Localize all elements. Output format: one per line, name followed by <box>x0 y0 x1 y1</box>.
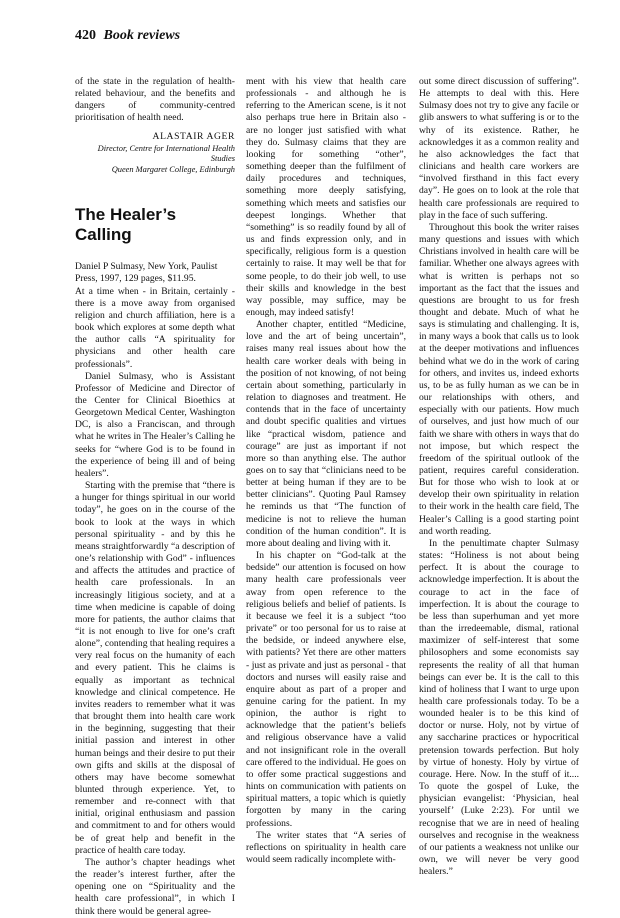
page-number: 420 <box>75 28 96 43</box>
body-paragraph-cont: ment with his view that health care professionals - and although he is referring to the American scene, is it not also perhaps true here in Britain also - are no longer just satisfied with what they do. Sulmasy claims that they are looking for something “other”, something deeper than the fulfilment of daily procedures and techniques, something more deeply satisfying, something which meets and satisfies our deepest longings. Whether that “something” is so readily found by all of us and finds expression only, and in specifically, religious form is a question certainly to raise. It may well be that for some people, to do their job well, to use their skills and knowledge in the best way possible, may suffice, may be enough, may indeed satisfy! <box>246 76 406 318</box>
column-3 <box>419 76 579 878</box>
body-paragraph: Daniel Sulmasy, who is Assistant Professor of Medicine and Director of the Center for Clinical Bioethics at Georgetown Medical Center, Washington DC, is also a Franciscan, and through what he writes in The Healer’s Calling he seeks for “where God is to be found in the experience of being ill and of being healers”. <box>75 370 235 479</box>
previous-review-affiliation <box>75 144 235 176</box>
previous-review-tail: of the state in the regulation of health-related behaviour, and the benefits and dangers of community-centred prioritisation of health need. <box>75 76 235 124</box>
body-paragraph: At a time when - in Britain, certainly - there is a move away from organised religion and church affiliation, here is a book which explores at some depth what the author calls “A spirituality for physicians and other health care professionals”. <box>75 285 235 370</box>
body-paragraph: Throughout this book the writer raises many questions and issues with which Christians involved in health care will be familiar. Whether one always agrees with what is written is perhaps not so important as the fact that the issues and questions are brought to us for fresh thought and debate. Much of what he says is stimulating and challenging. It is, in many ways a book that calls us to look at the deeper motivations and influences behind what we do in the work of caring for others, and invites us, indeed exhorts us, to be as fully human as we can be in our relationships with others, and especially with our patients. How much of ourselves, and just how much of our faith we share with others in ways that do not impose, but which respect the freedom of the spiritual outlook of the patient, requires careful consideration. But for those who wish to look at or develop their own spirituality in relation to their work in the health care field, The Healer’s Calling is a good starting point and worth reading. <box>419 221 579 537</box>
book-bibliographic-details: Daniel P Sulmasy, New York, Paulist Press, 1997, 129 pages, $11.95. <box>75 261 218 285</box>
body-paragraph: Starting with the premise that “there is a hunger for things spiritual in our world today”, he goes on in the course of the book to look at the ways in which personal spirituality - and by this he means straightforwardly “a description of one’s relationship with God” - influences and affects the attitudes and practice of health care professionals. In an increasingly litigious society, and at a time when medicine is capable of doing more for patients, the author claims that “it is not enough to live for one’s craft alone”, contending that healing requires a very real focus on the humanity of each and every patient. This he claims is equally as important as technical knowledge and clinical competence. He invites readers to remember what it was that brought them into health care work in the beginning, suggesting that their initial passion and interest in other human beings and their desire to put their own gifts and skills at the disposal of others may have become somewhat blunted through experience. Yet, to remember and re-connect with that initial, original enthusiasm and passion and commitment to and for others would be of great help and benefit in the practice of health care today. <box>75 480 235 856</box>
column-1 <box>75 76 235 918</box>
body-paragraph: In his chapter on “God-talk at the bedside” our attention is focused on how many health care professionals veer away from open reference to the religious beliefs and belief of patients. Is it because we feel it is a subject “too private” or too personal for us to raise at the bedside, or indeed anywhere else, with patients? Yet there are other matters - just as private and just as personal - that doctors and nurses will easily raise and enquire about as part of a proper and genuine caring for the patient. In my opinion, the author is right to acknowledge that the patient’s beliefs and religious observance have a valid and not insignificant role in the overall care offered to the individual. He goes on to offer some practical suggestions and hints on communication with patients on spiritual matters, a topic which is quietly forgotten by many in the caring professions. <box>246 550 406 829</box>
affiliation-line-1: Director, Centre for International Health Studies <box>97 143 235 164</box>
page-header <box>75 28 180 44</box>
body-paragraph-start: The writer states that “A series of reflections on spirituality in health care would seem radically incomplete with- <box>246 829 406 865</box>
column-2 <box>246 76 406 866</box>
section-title: Book reviews <box>103 28 181 43</box>
body-paragraph-start: The author’s chapter headings whet the reader’s interest further, after the opening one on “Spirituality and the health care professional”, in which I think there would be general agree- <box>75 856 235 917</box>
affiliation-line-2: Queen Margaret College, Edinburgh <box>111 164 235 174</box>
body-paragraph: In the penultimate chapter Sulmasy states: “Holiness is not about being perfect. It is about the courage to acknowledge imperfection. It is about the courage to act in the face of imperfection. It is about the courage to be less than superhuman and yet more than the irredeemable, dismal, rational maximizer of self-interest that some philosophers and some economists say represents the reality of all that human beings can ever be. It is the call to this kind of holiness that I want to urge upon health care professionals today. To be a wounded healer is to be this kind of doctor or nurse. Holy, not by virtue of any saccharine practices or hypocritical pretension towards perfection. But holy by virtue of honesty. Holy by virtue of courage. Here. Now. In the stuff of it.... To quote the gospel of Luke, the physician evangelist: ‘Physician, heal yourself’ (Luke 2:23). For until we recognise that we are in need of healing ourselves and recognise in the weakness of our patients a weakness not unlike our own, we will never be very good healers.” <box>419 537 579 878</box>
previous-review-author: ALASTAIR AGER <box>152 130 235 142</box>
body-paragraph: Another chapter, entitled “Medicine, love and the art of being uncertain”, raises many real issues about how the health care worker deals with being in the position of not knowing, of not being certain about something, particularly in relation to diagnoses and treatment. He contends that in the face of uncertainty and doubt specific qualities and virtues like “practical wisdom, patience and courage” are just as important if not more so than anything else. The author goes on to say that “clinicians need to be better at being human if they are to be better clinicians”. Quoting Paul Ramsey he reminds us that “The function of medicine is not to relieve the human condition of the human condition”. It is more about dealing and living with it. <box>246 319 406 549</box>
review-title: The Healer’s Calling <box>75 205 177 245</box>
body-paragraph-cont: out some direct discussion of suffering”. He attempts to deal with this. Here Sulmasy does not try to give any facile or glib answers to what suffering is or to the why of its existence. Rather, he acknowledges it as a common reality and he also acknowledges the fact that clinicians and health care workers are “involved firsthand in this fact every day”. He goes on to look at the role that health care professionals are required to play in the face of such suffering. <box>419 76 579 221</box>
